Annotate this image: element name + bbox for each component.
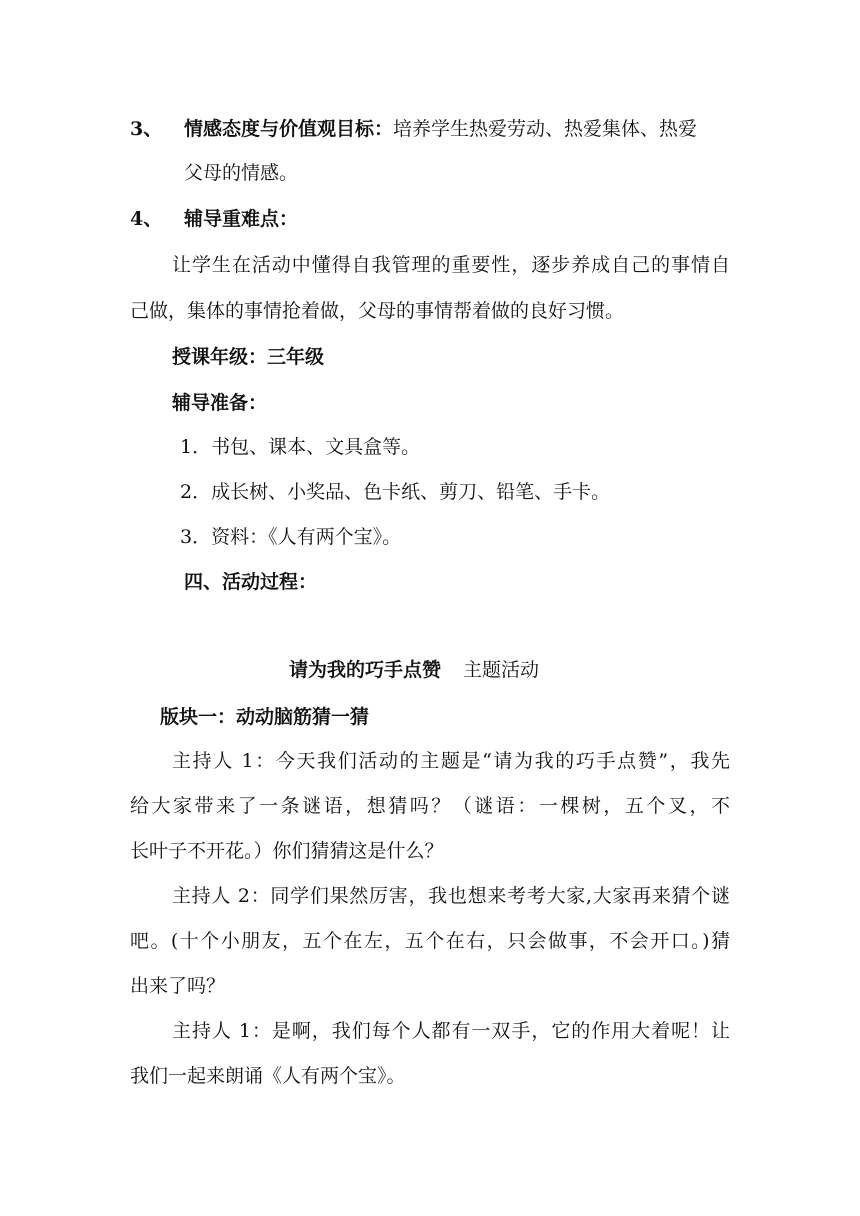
para2-line1: 主持人 2：同学们果然厉害，我也想来考考大家,大家再来猜个谜: [172, 885, 730, 907]
preparation-item: 1．书包、课本、文具盒等。: [180, 436, 421, 458]
grade: 授课年级：三年级: [172, 346, 325, 368]
preparation-item: 3．资料：《人有两个宝》。: [180, 526, 402, 548]
goal-3-text: 培养学生热爱劳动、热爱集体、热爱: [393, 118, 698, 140]
preparation-heading: 辅导准备：: [172, 392, 268, 414]
activity-title: [289, 657, 539, 683]
goal-3-line1: [184, 116, 697, 142]
goal-3-number: 3、: [130, 118, 163, 140]
para2-line3: 出来了吗？: [130, 975, 226, 997]
key-points-line2: 己做，集体的事情抢着做，父母的事情帮着做的良好习惯。: [130, 300, 625, 322]
section1-heading: 版块一：动动脑筋猜一猜: [160, 706, 370, 728]
para1-line3: 长叶子不开花。）你们猜猜这是什么？: [130, 840, 444, 862]
para1-line2: 给大家带来了一条谜语，想猜吗？（谜语：一棵树，五个叉，不: [130, 795, 730, 817]
para2-line2: 吧。(十个小朋友，五个在左，五个在右，只会做事，不会开口。)猜: [130, 930, 730, 952]
key-points-line1: 让学生在活动中懂得自我管理的重要性，逐步养成自己的事情自: [172, 254, 730, 276]
para1-line1: 主持人 1：今天我们活动的主题是“请为我的巧手点赞”，我先: [172, 750, 730, 772]
para3-line1: 主持人 1：是啊，我们每个人都有一双手，它的作用大着呢！让: [172, 1020, 730, 1042]
activity-title-bold: 请为我的巧手点赞: [289, 659, 442, 681]
goal-4-number: 4、: [130, 208, 163, 230]
preparation-item: 2．成长树、小奖品、色卡纸、剪刀、铅笔、手卡。: [180, 481, 611, 503]
goal-3-label: 情感态度与价值观目标：: [184, 118, 394, 140]
activity-title-normal: 主题活动: [463, 659, 540, 681]
goal-4-label: 辅导重难点：: [184, 208, 299, 230]
goal-3-line2: 父母的情感。: [184, 162, 299, 184]
process-heading: 四、活动过程：: [184, 571, 318, 593]
para3-line2: 我们一起来朗诵《人有两个宝》。: [130, 1065, 406, 1087]
